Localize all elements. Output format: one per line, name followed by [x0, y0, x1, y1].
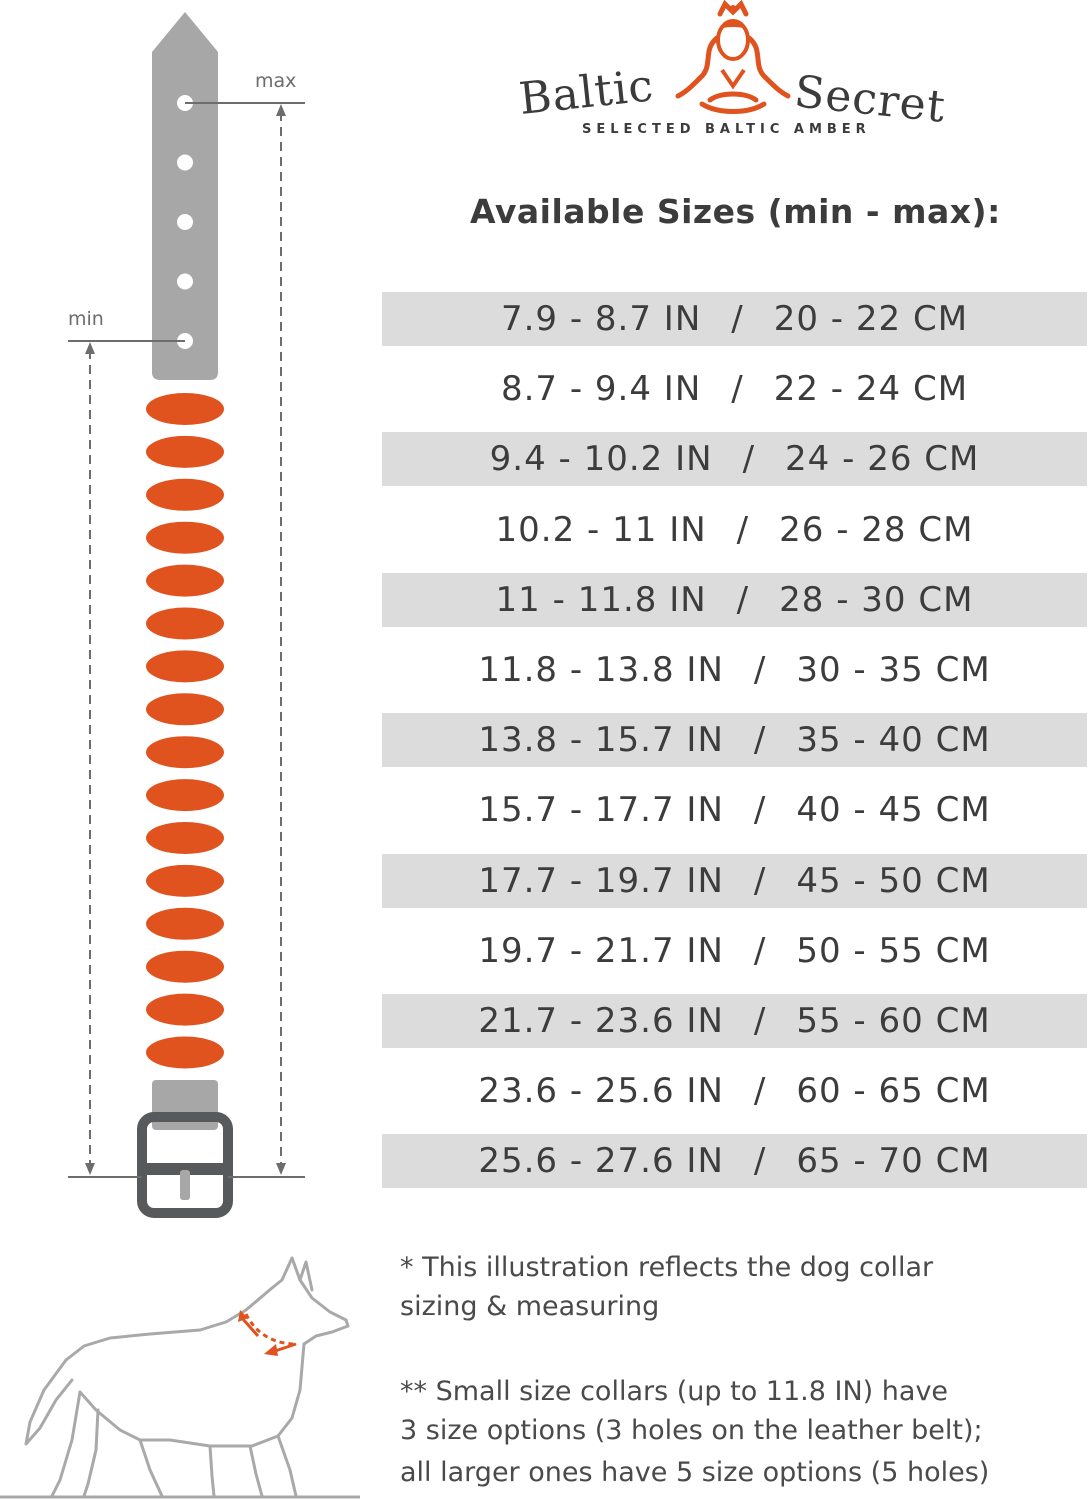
amber-bead	[146, 865, 224, 897]
leather-belt	[152, 12, 218, 380]
amber-bead	[146, 650, 224, 682]
size-separator: /	[736, 510, 750, 550]
amber-bead	[146, 436, 224, 468]
size-separator: /	[753, 931, 767, 971]
size-inches: 8.7 - 9.4 IN	[500, 369, 702, 409]
amber-bead	[146, 779, 224, 811]
note-holes-line3: all larger ones have 5 size options (5 holes)	[400, 1457, 990, 1488]
size-separator: /	[753, 861, 767, 901]
amber-bead	[146, 522, 224, 554]
size-row	[382, 362, 1087, 416]
dog-illustration-icon	[0, 1240, 380, 1500]
note-holes-line2: 3 size options (3 holes on the leather belt);	[400, 1415, 983, 1446]
amber-bead	[146, 479, 224, 511]
buckle-prong	[180, 1170, 190, 1200]
sizes-heading: Available Sizes (min - max):	[470, 192, 1001, 231]
size-cm: 50 - 55 CM	[796, 931, 991, 971]
size-cm: 26 - 28 CM	[779, 510, 974, 550]
buckle-strap	[152, 1080, 218, 1130]
collar-diagram	[0, 0, 380, 1230]
size-inches: 7.9 - 8.7 IN	[500, 299, 702, 339]
size-row	[382, 643, 1087, 697]
size-separator: /	[753, 790, 767, 830]
size-separator: /	[753, 1001, 767, 1041]
min-label: min	[68, 308, 104, 330]
size-cm: 22 - 24 CM	[773, 369, 969, 409]
amber-bead	[146, 994, 224, 1026]
princess-logo-icon	[672, 0, 794, 120]
size-row	[382, 783, 1087, 837]
size-inches: 11 - 11.8 IN	[495, 580, 707, 620]
max-arrow-up	[276, 104, 286, 116]
amber-bead	[146, 908, 224, 940]
note-illustration-line2: sizing & measuring	[400, 1291, 660, 1322]
min-arrow-up	[85, 342, 95, 354]
brand-tagline: SELECTED BALTIC AMBER	[582, 122, 871, 137]
amber-beads	[146, 393, 224, 1069]
amber-bead	[146, 565, 224, 597]
belt-hole	[177, 155, 193, 171]
size-cm: 45 - 50 CM	[796, 861, 991, 901]
size-inches: 23.6 - 25.6 IN	[478, 1071, 724, 1111]
size-separator: /	[753, 1141, 767, 1181]
collar-measure-arrows	[242, 1314, 296, 1352]
max-label: max	[255, 70, 297, 92]
size-cm: 65 - 70 CM	[796, 1141, 991, 1181]
size-row	[382, 573, 1087, 627]
size-separator: /	[731, 299, 744, 339]
brand-name-left: Baltic	[516, 60, 657, 125]
size-inches: 13.8 - 15.7 IN	[478, 720, 724, 760]
size-row	[382, 432, 1087, 486]
size-separator: /	[753, 650, 767, 690]
size-inches: 17.7 - 19.7 IN	[478, 861, 724, 901]
size-separator: /	[753, 720, 767, 760]
size-cm: 24 - 26 CM	[785, 439, 980, 479]
size-inches: 11.8 - 13.8 IN	[478, 650, 724, 690]
size-cm: 60 - 65 CM	[796, 1071, 991, 1111]
min-arrow-down	[85, 1163, 95, 1175]
size-inches: 10.2 - 11 IN	[495, 510, 707, 550]
amber-bead	[146, 393, 224, 425]
size-cm: 20 - 22 CM	[773, 299, 969, 339]
size-separator: /	[731, 369, 744, 409]
size-inches: 19.7 - 21.7 IN	[478, 931, 724, 971]
size-cm: 35 - 40 CM	[796, 720, 991, 760]
amber-bead	[146, 822, 224, 854]
size-row	[382, 503, 1087, 557]
size-row	[382, 994, 1087, 1048]
size-inches: 15.7 - 17.7 IN	[478, 790, 724, 830]
belt-hole	[177, 274, 193, 290]
brand-name-right: Secret	[792, 66, 949, 133]
size-inches: 21.7 - 23.6 IN	[478, 1001, 724, 1041]
max-arrow-down	[276, 1163, 286, 1175]
belt-hole	[177, 214, 193, 230]
note-illustration-line1: * This illustration reflects the dog collar	[400, 1252, 934, 1283]
size-row	[382, 924, 1087, 978]
size-separator: /	[742, 439, 756, 479]
size-inches: 9.4 - 10.2 IN	[489, 439, 713, 479]
amber-bead	[146, 693, 224, 725]
size-cm: 30 - 35 CM	[796, 650, 991, 690]
size-inches: 25.6 - 27.6 IN	[478, 1141, 724, 1181]
amber-bead	[146, 608, 224, 640]
size-cm: 28 - 30 CM	[779, 580, 974, 620]
size-row	[382, 1134, 1087, 1188]
size-row	[382, 713, 1087, 767]
size-separator: /	[753, 1071, 767, 1111]
size-cm: 40 - 45 CM	[796, 790, 991, 830]
size-row	[382, 854, 1087, 908]
amber-bead	[146, 736, 224, 768]
note-holes-line1: ** Small size collars (up to 11.8 IN) have	[400, 1376, 949, 1407]
amber-bead	[146, 1037, 224, 1069]
amber-bead	[146, 951, 224, 983]
size-separator: /	[736, 580, 750, 620]
size-row	[382, 292, 1087, 346]
size-cm: 55 - 60 CM	[796, 1001, 991, 1041]
size-row	[382, 1064, 1087, 1118]
